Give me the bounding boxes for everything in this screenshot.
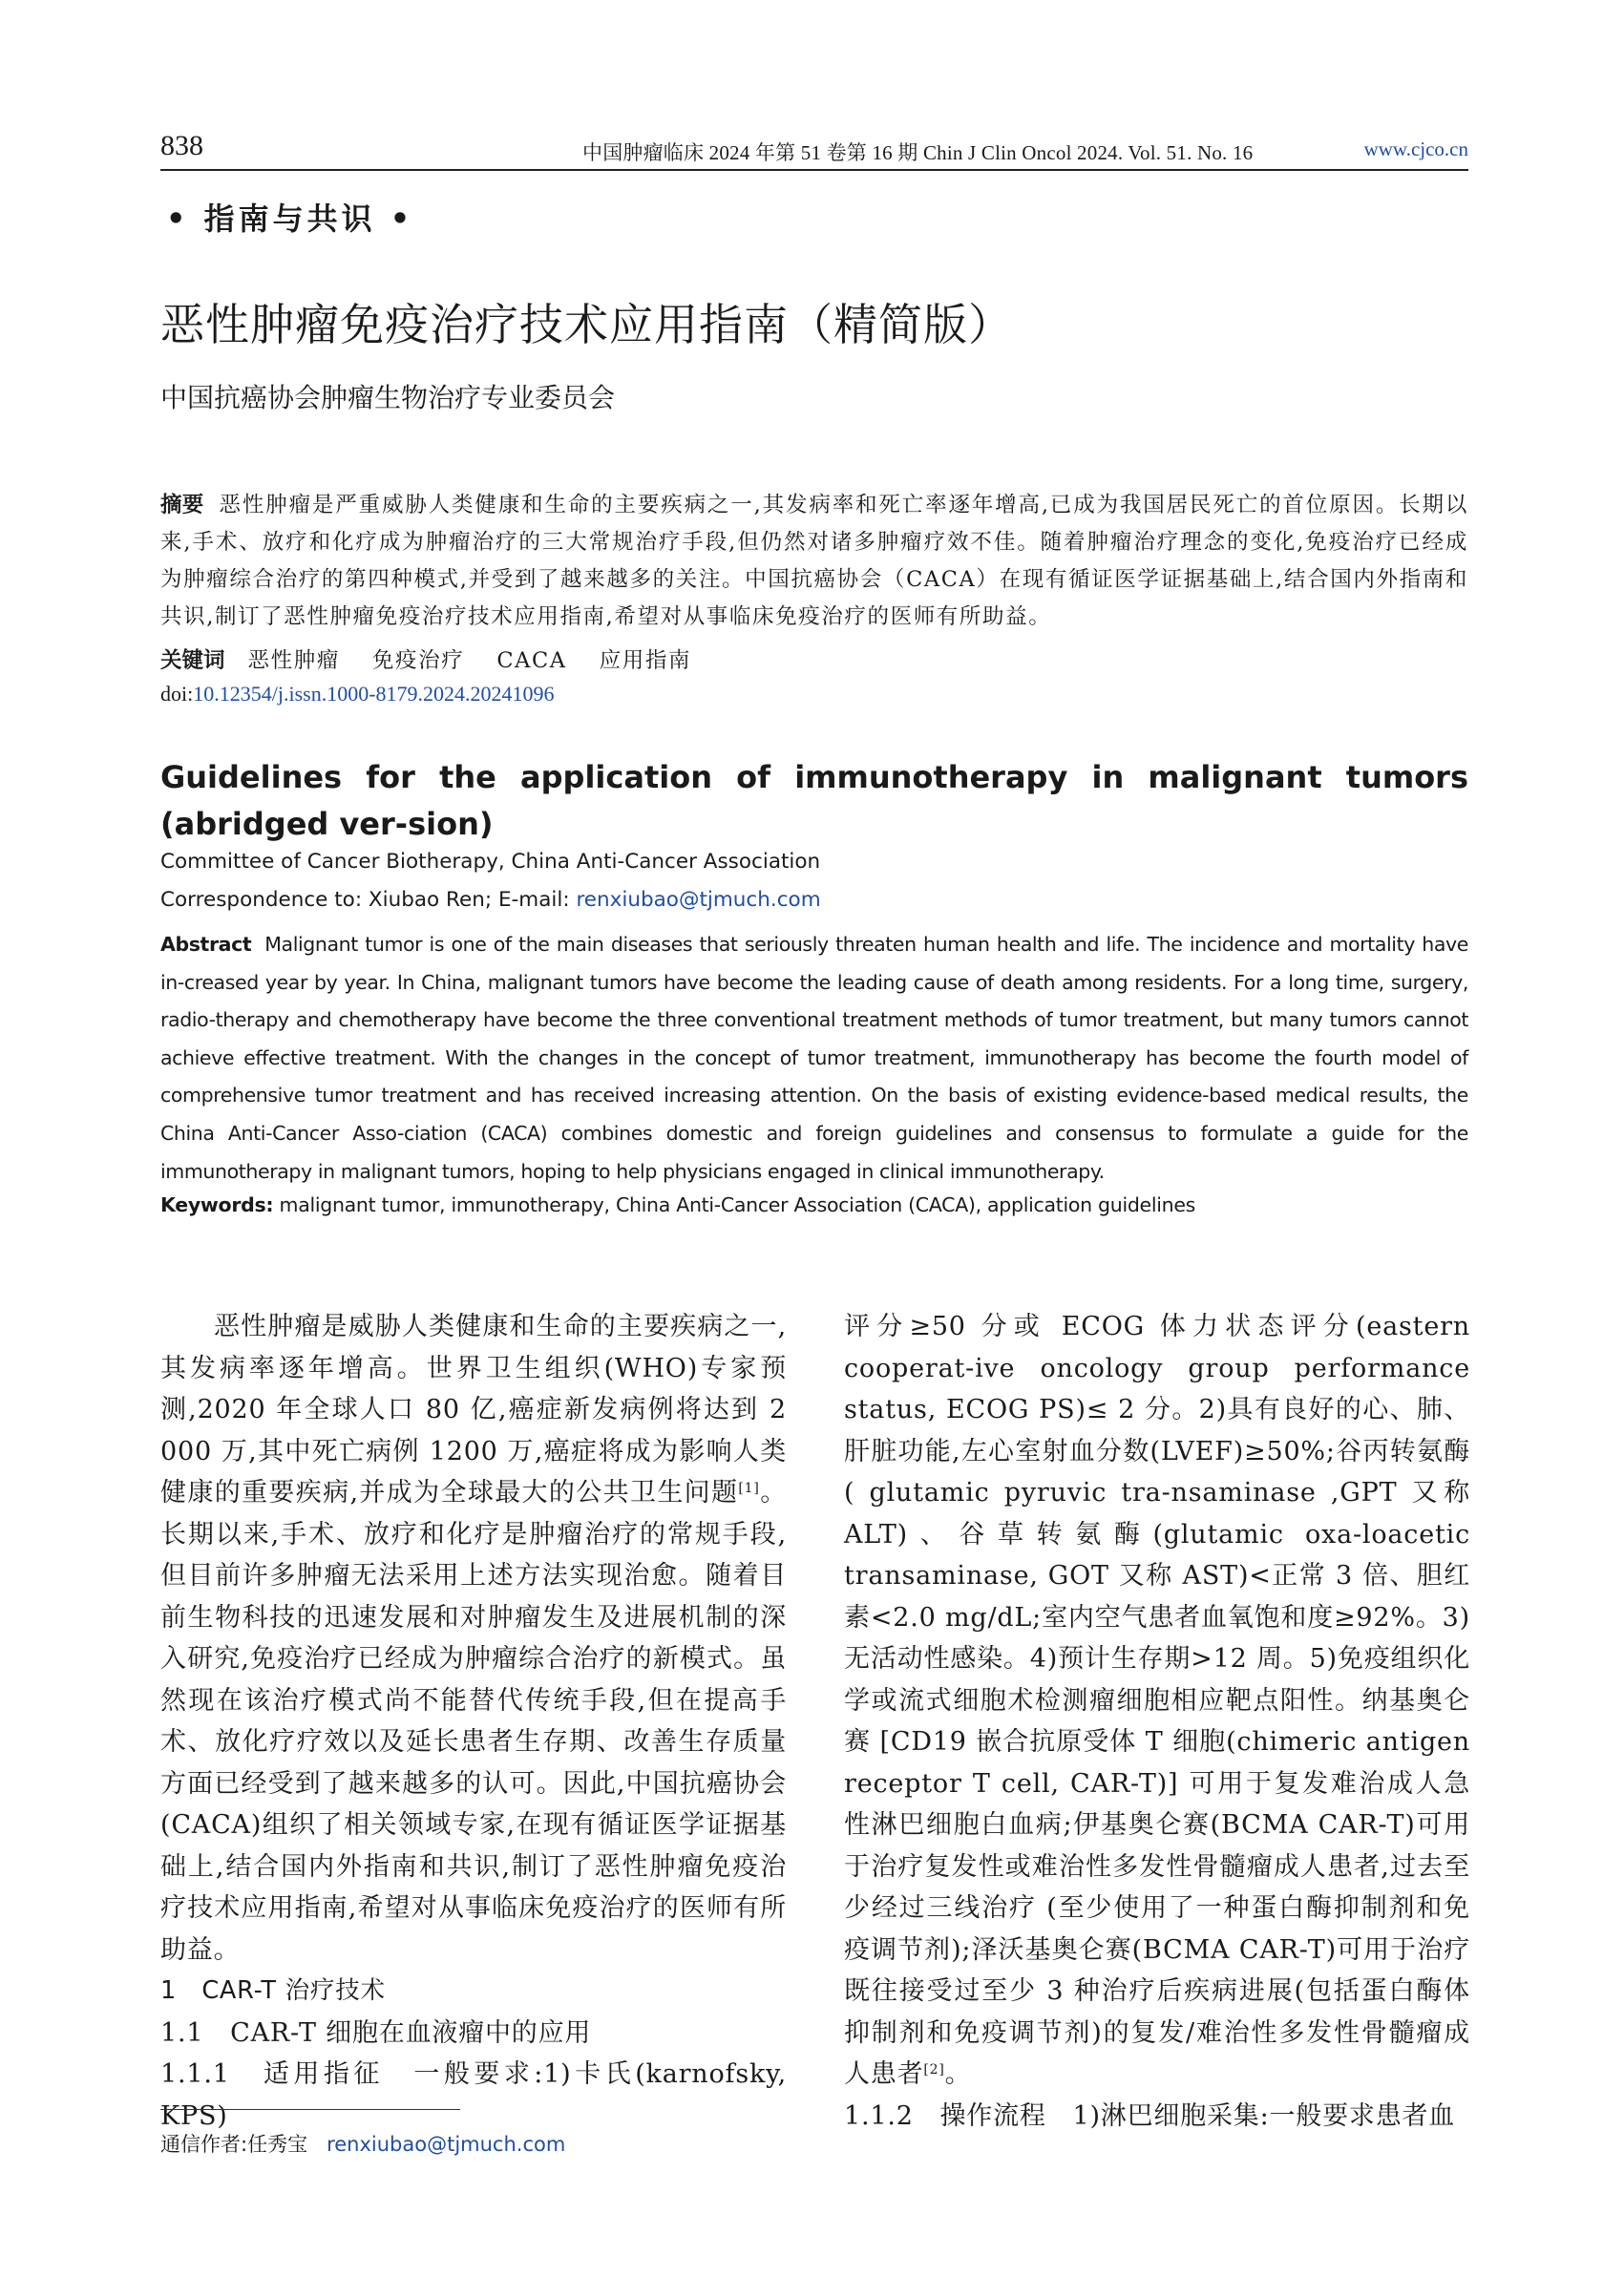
keyword-item: 恶性肿瘤 [247,648,340,673]
correspondence-email-link[interactable]: renxiubao@tjmuch.com [576,888,821,912]
reference-1-link[interactable]: [1] [738,1481,760,1496]
reference-2-link[interactable]: [2] [923,2062,945,2078]
section-1-1-1-text: 1.1.1 适用指征 一般要求:1)卡氏(karnofsky, KPS) [160,2059,787,2131]
abstract-english-text: Malignant tumor is one of the main diseases that seriously threaten human health and life. The incidence and mortality have in-creased year by year. In China, malignant tumors have become the leading cause of death among residents. For a long time, surgery, radio-therapy and chemotherapy have become the three conventional treatment methods of tumor treatment, but many tumors cannot achieve effective treatment. With the changes in the concept of tumor treatment, immunotherapy has become the fourth model of comprehensive tumor treatment and has received increasing attention. On the basis of existing evidence-based medical results, the China Anti-Cancer Asso-ciation (CACA) combines domestic and foreign guidelines and consensus to formulate a guide for the immunotherapy in malignant tumors, hoping to help physicians engaged in clinical immunotherapy. [160,933,1468,1183]
abstract-chinese-label: 摘要 [160,493,204,517]
article-title-english: Guidelines for the application of immunotherapy in malignant tumors (abridged ver-sion) [160,759,1468,842]
affiliation-english: Committee of Cancer Biotherapy, China Anti-Cancer Association [160,850,821,874]
keywords-english-text: malignant tumor, immunotherapy, China Anti-Cancer Association (CACA), application guidelines [273,1193,1196,1216]
article-title-chinese: 恶性肿瘤免疫治疗技术应用指南（精简版） [160,299,1013,350]
header-divider [160,169,1468,171]
body-column-left [160,1306,787,2137]
body-column-right [844,1306,1470,2137]
correspondence-text: Correspondence to: Xiubao Ren; E-mail: [160,888,577,912]
doi-line [160,682,555,707]
doi-link[interactable]: 10.12354/j.issn.1000-8179.2024.20241096 [193,682,555,706]
keyword-item: 免疫治疗 [371,648,465,673]
intro-text-a: 恶性肿瘤是威胁人类健康和生命的主要疾病之一,其发病率逐年增高。世界卫生组织(WHO)专家预测,2020 年全球人口 80 亿,癌症新发病例将达到 2 000 万,其中死亡病例 1200 万,癌症将成为影响人类健康的重要疾病,并成为全球最大的公共卫生问题 [160,1312,787,1508]
doi-prefix: doi: [160,682,194,706]
indications-text-b: 。 [944,2059,972,2089]
abstract-chinese [160,487,1468,636]
keywords-english-label: Keywords: [160,1193,274,1216]
intro-paragraph [160,1306,787,1971]
keyword-item: CACA [496,648,567,673]
keywords-chinese [160,643,724,674]
footnote-divider [160,2109,460,2110]
keywords-chinese-label: 关键词 [160,648,225,673]
column-tag: • 指南与共识 • [166,200,414,237]
keyword-item: 应用指南 [599,648,692,673]
section-1-1-heading: 1.1 CAR-T 细胞在血液瘤中的应用 [160,2017,592,2048]
journal-website-link[interactable]: www.cjco.cn [1363,137,1468,160]
indications-text-a: 评分≥50 分或 ECOG 体力状态评分(eastern cooperat-ive oncology group performance status, ECOG PS)≤ 2 分。2)具有良好的心、肺、肝脏功能,左心室射血分数(LVEF)≥50%;谷丙转氨酶 ( glutamic pyruvic tra-nsaminase ,GPT 又称 ALT)、谷草转氨酶(glutamic oxa-loacetic transaminase, GOT 又称 AST)<正常 3 倍、胆红素<2.0 mg/dL;室内空气患者血氧饱和度≥92%。3)无活动性感染。4)预计生存期>12 周。5)免疫组织化学或流式细胞术检测瘤细胞相应靶点阳性。纳基奥仑赛 [CD19 嵌合抗原受体 T 细胞(chimeric antigen receptor T cell, CAR-T)] 可用于复发难治成人急性淋巴细胞白血病;伊基奥仑赛(BCMA CAR-T)可用于治疗复发性或难治性多发性骨髓瘤成人患者,过去至少经过三线治疗 (至少使用了一种蛋白酶抑制剂和免疫调节剂);泽沃基奥仑赛(BCMA CAR-T)可用于治疗既往接受过至少 3 种治疗后疾病进展(包括蛋白酶体抑制剂和免疫调节剂)的复发/难治性多发性骨髓瘤成人患者 [844,1312,1470,2089]
journal-citation: 中国肿瘤临床 2024 年第 51 卷第 16 期 Chin J Clin Oncol 2024. Vol. 51. No. 16 [582,141,1254,164]
abstract-chinese-text: 恶性肿瘤是严重威胁人类健康和生命的主要疾病之一,其发病率和死亡率逐年增高,已成为我国居民死亡的首位原因。长期以来,手术、放疗和化疗成为肿瘤治疗的三大常规治疗手段,但仍然对诸多肿瘤疗效不佳。随着肿瘤治疗理念的变化,免疫治疗已经成为肿瘤综合治疗的第四种模式,并受到了越来越多的关注。中国抗癌协会（CACA）在现有循证医学证据基础上,结合国内外指南和共识,制订了恶性肿瘤免疫治疗技术应用指南,希望对从事临床免疫治疗的医师有所助益。 [160,493,1468,629]
abstract-english [160,926,1468,1191]
authors-chinese: 中国抗癌协会肿瘤生物治疗专业委员会 [160,382,616,413]
indications-paragraph [844,1306,1470,2096]
keywords-english [160,1193,1195,1216]
correspondence-english [160,888,821,912]
page-number: 838 [160,130,203,161]
section-1-1-2-text: 1.1.2 操作流程 1)淋巴细胞采集:一般要求患者血 [844,2100,1456,2131]
intro-text-b: 。长期以来,手术、放疗和化疗是肿瘤治疗的常规手段,但目前许多肿瘤无法采用上述方法实现治愈。随着目前生物科技的迅速发展和对肿瘤发生及进展机制的深入研究,免疫治疗已经成为肿瘤综合治疗的新模式。虽然现在该治疗模式尚不能替代传统手段,但在提高手术、放化疗疗效以及延长患者生存期、改善生存质量方面已经受到了越来越多的认可。因此,中国抗癌协会(CACA)组织了相关领域专家,在现有循证医学证据基础上,结合国内外指南和共识,制订了恶性肿瘤免疫治疗技术应用指南,希望对从事临床免疫治疗的医师有所助益。 [160,1478,787,1965]
footnote-email-link[interactable]: renxiubao@tjmuch.com [327,2133,566,2156]
section-1-heading: 1 CAR-T 治疗技术 [160,1976,386,2005]
footnote-label: 通信作者:任秀宝 [160,2133,308,2156]
abstract-english-label: Abstract [160,933,252,956]
footnote [160,2129,565,2158]
